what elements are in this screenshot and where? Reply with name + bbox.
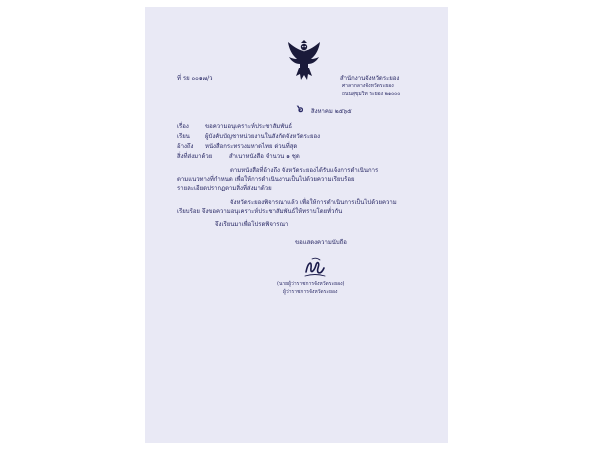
body-paragraph-1-line-2: ตามแนวทางที่กำหนด เพื่อให้การดำเนินงานเป็นไปด้วยความเรียบร้อย bbox=[177, 176, 355, 183]
organization-name: สำนักงานจังหวัดระยอง bbox=[340, 75, 400, 82]
closing-request: จึงเรียนมาเพื่อโปรดพิจารณา bbox=[215, 221, 289, 228]
signer-title: ผู้ว่าราชการจังหวัดระยอง bbox=[283, 289, 338, 295]
body-paragraph-2-line-2: เรียบร้อย จึงขอความอนุเคราะห์ประชาสัมพันธ์ให้ทราบโดยทั่วกัน bbox=[177, 208, 343, 215]
date-day: ๖ bbox=[297, 104, 304, 115]
organization-address-line-2: ถนนสุขุมวิท ระยอง ๒๑๐๐๐ bbox=[342, 91, 401, 97]
letter-page bbox=[145, 7, 448, 443]
signer-name: (นายผู้ว่าราชการจังหวัดระยอง) bbox=[277, 281, 345, 287]
garuda-emblem-icon bbox=[285, 40, 323, 84]
date-month-year: สิงหาคม ๒๕๖๕ bbox=[311, 108, 352, 115]
subject-text: ขอความอนุเคราะห์ประชาสัมพันธ์ bbox=[205, 123, 292, 130]
body-paragraph-1-line-3: รายละเอียดปรากฏตามสิ่งที่ส่งมาด้วย bbox=[177, 185, 272, 192]
addressee-text: ผู้บังคับบัญชาหน่วยงานในสังกัดจังหวัดระยอง bbox=[205, 133, 321, 140]
enclosure-label: สิ่งที่ส่งมาด้วย bbox=[177, 153, 213, 160]
handwritten-signature bbox=[303, 257, 327, 279]
subject-label: เรื่อง bbox=[177, 123, 189, 130]
organization-address-line-1: ศาลากลางจังหวัดระยอง bbox=[342, 83, 394, 89]
reference-label: อ้างถึง bbox=[177, 143, 194, 150]
reference-number: ที่ รย ๐๐๑๗/ว bbox=[177, 75, 213, 82]
enclosure-text: สำเนาหนังสือ จำนวน ๑ ชุด bbox=[229, 153, 300, 160]
body-paragraph-2-line-1: จังหวัดระยองพิจารณาแล้ว เพื่อให้การดำเนินการเป็นไปด้วยความ bbox=[230, 199, 397, 206]
addressee-label: เรียน bbox=[177, 133, 190, 140]
reference-text: หนังสือกระทรวงมหาดไทย ด่วนที่สุด bbox=[205, 143, 298, 150]
closing-salutation: ขอแสดงความนับถือ bbox=[295, 239, 347, 246]
body-paragraph-1-line-1: ตามหนังสือที่อ้างถึง จังหวัดระยองได้รับแจ้งการดำเนินการ bbox=[230, 167, 379, 174]
